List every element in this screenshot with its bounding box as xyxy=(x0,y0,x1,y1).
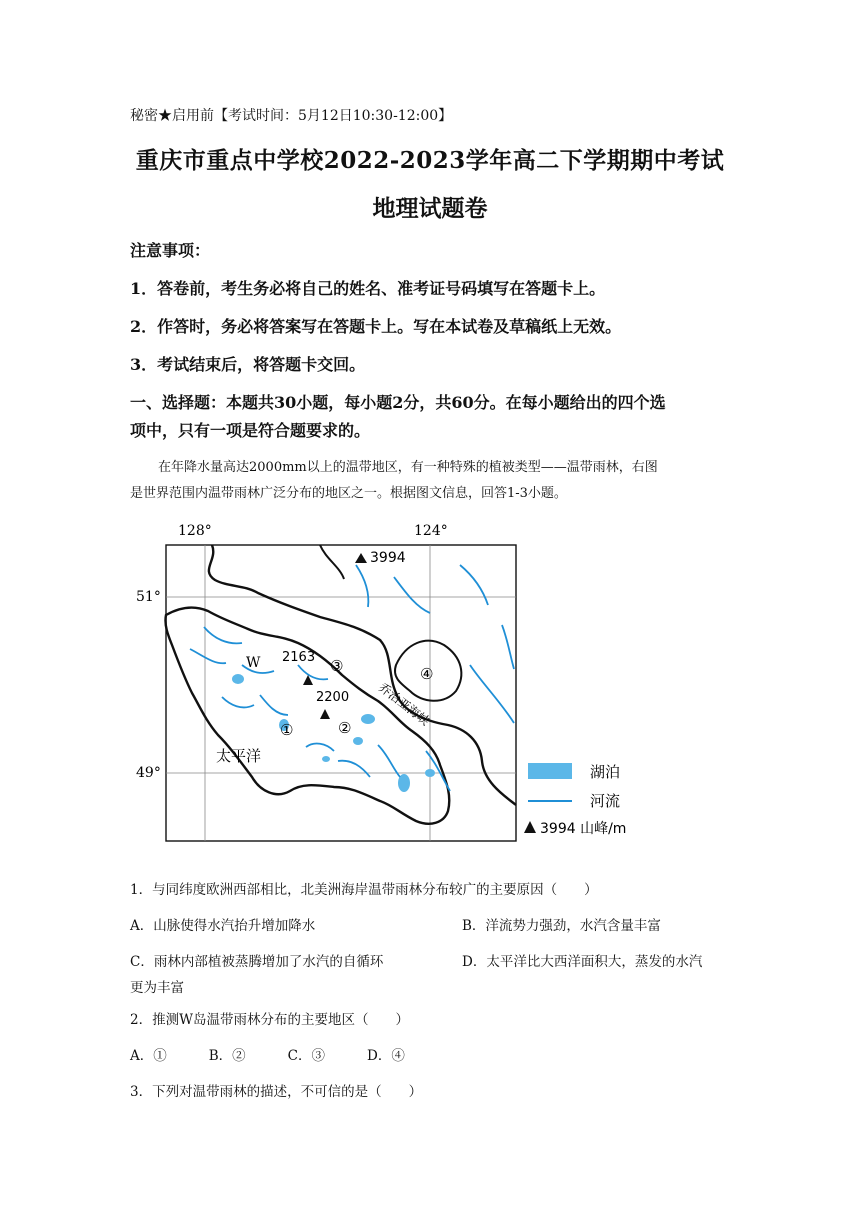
inlet-coast xyxy=(320,545,344,579)
river xyxy=(356,565,368,607)
river xyxy=(470,665,514,723)
ocean-label: 太平洋 xyxy=(216,747,262,765)
peak-3994-icon xyxy=(355,553,367,563)
strait-label: 乔治亚海峡 xyxy=(376,680,433,729)
q2-option-c: C．③ xyxy=(287,1048,326,1064)
peak-3994-label: 3994 xyxy=(370,550,406,566)
lat-bottom-label: 49° xyxy=(136,765,161,781)
island-coastline xyxy=(165,608,449,824)
legend-lake-swatch xyxy=(528,763,572,779)
river xyxy=(298,665,328,679)
q1-option-c: C．雨林内部植被蒸腾增加了水汽的自循环 xyxy=(130,954,384,970)
river xyxy=(338,761,370,777)
site-3-label: ③ xyxy=(330,657,344,675)
legend-peak-label: 3994 山峰/m xyxy=(540,821,627,837)
passage-line-2: 是世界范围内温带雨林广泛分布的地区之一。根据图文信息，回答1-3小题。 xyxy=(130,486,567,501)
lake xyxy=(361,714,375,724)
lon-right-label: 124° xyxy=(414,523,448,539)
question-3: 3．下列对温带雨林的描述，不可信的是（ ） xyxy=(130,1084,423,1100)
notes-heading: 注意事项： xyxy=(130,241,211,260)
river xyxy=(460,565,488,605)
q2-option-b: B．② xyxy=(208,1048,246,1064)
exam-title: 重庆市重点中学校2022-2023学年高二下学期期中考试 xyxy=(135,147,725,174)
river xyxy=(378,745,400,777)
lake xyxy=(232,674,244,684)
lake xyxy=(322,756,330,762)
q1-option-d: D．太平洋比大西洋面积大，蒸发的水汽 xyxy=(462,954,703,970)
note-item-3: 3．考试结束后，将答题卡交回。 xyxy=(130,355,366,374)
river xyxy=(190,649,226,663)
site-1-label: ① xyxy=(280,721,294,739)
legend-peak-icon xyxy=(524,821,536,833)
note-item-2: 2．作答时，务必将答案写在答题卡上。写在本试卷及草稿纸上无效。 xyxy=(130,317,622,336)
q2-option-d: D．④ xyxy=(367,1048,405,1064)
river xyxy=(204,627,242,643)
q1-option-d-cont: 更为丰富 xyxy=(130,980,184,996)
section-heading: 一、选择题：本题共30小题，每小题2分，共60分。在每小题给出的四个选 xyxy=(130,393,666,412)
lat-top-label: 51° xyxy=(136,589,161,605)
mainland-coastline xyxy=(209,545,516,805)
q2-options xyxy=(130,1044,447,1064)
note-item-1: 1．答卷前，考生务必将自己的姓名、准考证号码填写在答题卡上。 xyxy=(130,279,606,298)
section-heading-cont: 项中，只有一项是符合题要求的。 xyxy=(130,421,371,440)
peak-2163-label: 2163 xyxy=(282,650,316,665)
exam-subtitle: 地理试题卷 xyxy=(372,195,488,222)
vancouver-island-map xyxy=(130,515,740,845)
river xyxy=(260,695,288,715)
q1-option-b: B．洋流势力强劲，水汽含量丰富 xyxy=(462,918,661,934)
river xyxy=(306,744,334,751)
question-1: 1．与同纬度欧洲西部相比，北美洲海岸温带雨林分布较广的主要原因（ ） xyxy=(130,882,598,898)
peak-2200-icon xyxy=(320,709,330,719)
passage-line-1: 在年降水量高达2000mm以上的温带地区，有一种特殊的植被类型——温带雨林，右图 xyxy=(158,460,658,475)
lake xyxy=(425,769,435,777)
secret-line: 秘密★启用前【考试时间：5月12日10:30-12:00】 xyxy=(130,108,453,124)
legend-river-label: 河流 xyxy=(590,792,621,810)
lon-left-label: 128° xyxy=(178,523,212,539)
site-4-label: ④ xyxy=(420,665,434,683)
lake xyxy=(353,737,363,745)
peak-2200-label: 2200 xyxy=(316,690,350,705)
q1-option-a: A．山脉使得水汽抬升增加降水 xyxy=(130,918,316,934)
site-2-label: ② xyxy=(338,719,352,737)
legend-lake-label: 湖泊 xyxy=(590,763,621,781)
river xyxy=(222,697,254,707)
q2-option-a: A．① xyxy=(130,1048,167,1064)
question-2: 2．推测W岛温带雨林分布的主要地区（ ） xyxy=(130,1012,409,1028)
island-w-label: W xyxy=(246,655,261,671)
river xyxy=(502,625,514,669)
river xyxy=(394,577,430,613)
